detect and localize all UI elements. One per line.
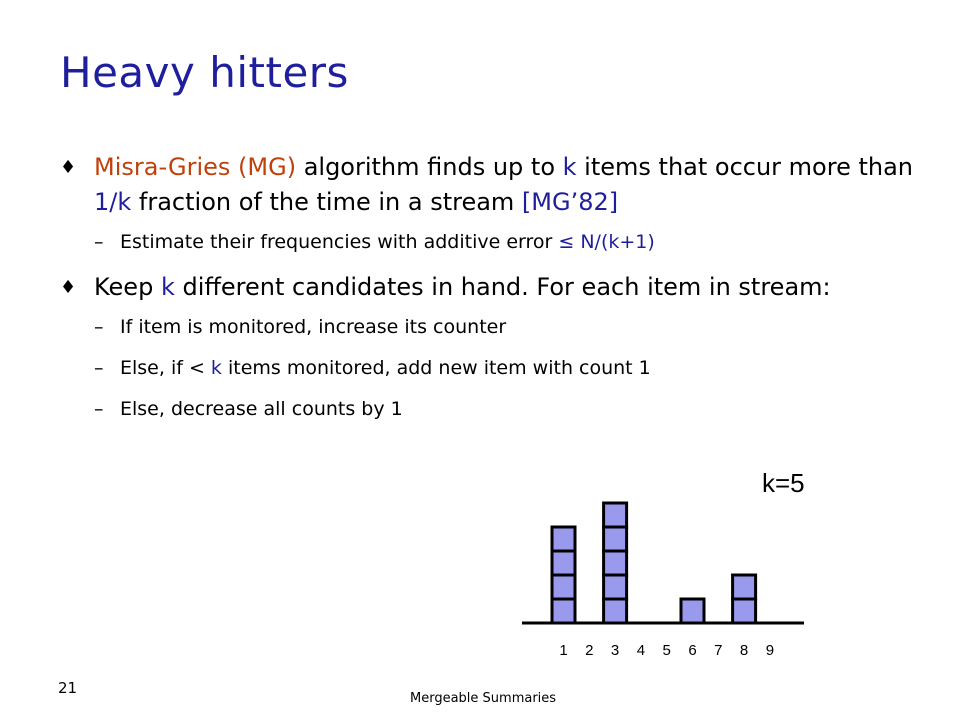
counter-cell-item-1	[552, 551, 575, 575]
bullet-text-segment: 1/k	[94, 188, 132, 216]
dash-bullet-icon: –	[94, 316, 104, 338]
counter-cell-item-1	[552, 599, 575, 623]
sub-bullet-text-segment: If item is monitored, increase its counter	[120, 316, 507, 338]
x-tick-label: 8	[739, 642, 749, 659]
slide-number: 21	[58, 679, 78, 697]
diamond-bullet-icon: ♦	[60, 157, 77, 178]
slide-footer: Mergeable Summaries	[410, 691, 557, 706]
x-tick-label: 1	[559, 642, 568, 659]
counter-cell-item-3	[604, 503, 627, 527]
x-tick-label: 6	[688, 642, 697, 659]
sub-bullet-text-segment: Else, decrease all counts by 1	[120, 398, 403, 420]
counter-cell-item-3	[604, 575, 627, 599]
bullet-text-segment: fraction of the time in a stream	[131, 188, 522, 216]
counter-cell-item-6	[681, 599, 704, 623]
sub-bullet-text-segment: ≤ N/(k+1)	[558, 231, 655, 253]
sub-bullet-text-segment: k	[210, 357, 222, 379]
bullet-text-segment: k	[562, 153, 577, 181]
bullet-text-segment: Misra-Gries (MG)	[94, 153, 297, 181]
counter-cell-item-3	[604, 599, 627, 623]
x-tick-label: 7	[714, 642, 723, 659]
dash-bullet-icon: –	[94, 231, 104, 253]
sub-bullet-text-segment: items monitored, add new item with count 1	[221, 357, 651, 379]
x-tick-label: 3	[610, 642, 620, 659]
counter-cell-item-1	[552, 527, 575, 551]
slide-title: Heavy hitters	[60, 48, 349, 97]
sub-bullet-text-segment: Else, if <	[120, 357, 211, 379]
counter-cell-item-8	[733, 575, 756, 599]
bullet-text-segment: k	[160, 273, 175, 301]
bullet-text-segment: Keep	[94, 273, 161, 301]
counter-cell-item-1	[552, 575, 575, 599]
bullet-text-segment: [MG’82]	[521, 188, 619, 216]
bullet-text-segment: items that occur more than	[576, 153, 914, 181]
diamond-bullet-icon: ♦	[60, 277, 77, 298]
dash-bullet-icon: –	[94, 357, 104, 379]
x-tick-label: 4	[636, 642, 646, 659]
counter-cell-item-3	[604, 551, 627, 575]
sub-bullet-text-segment: Estimate their frequencies with additive error	[120, 231, 559, 253]
counter-cell-item-8	[733, 599, 756, 623]
dash-bullet-icon: –	[94, 398, 104, 420]
chart-title: k=5	[762, 468, 805, 498]
bullet-text-segment: different candidates in hand. For each item in stream:	[174, 273, 831, 301]
bullet-text-segment: algorithm finds up to	[296, 153, 563, 181]
x-tick-label: 2	[585, 642, 594, 659]
x-tick-label: 9	[765, 642, 775, 659]
x-tick-label: 5	[662, 642, 671, 659]
counter-cell-item-3	[604, 527, 627, 551]
